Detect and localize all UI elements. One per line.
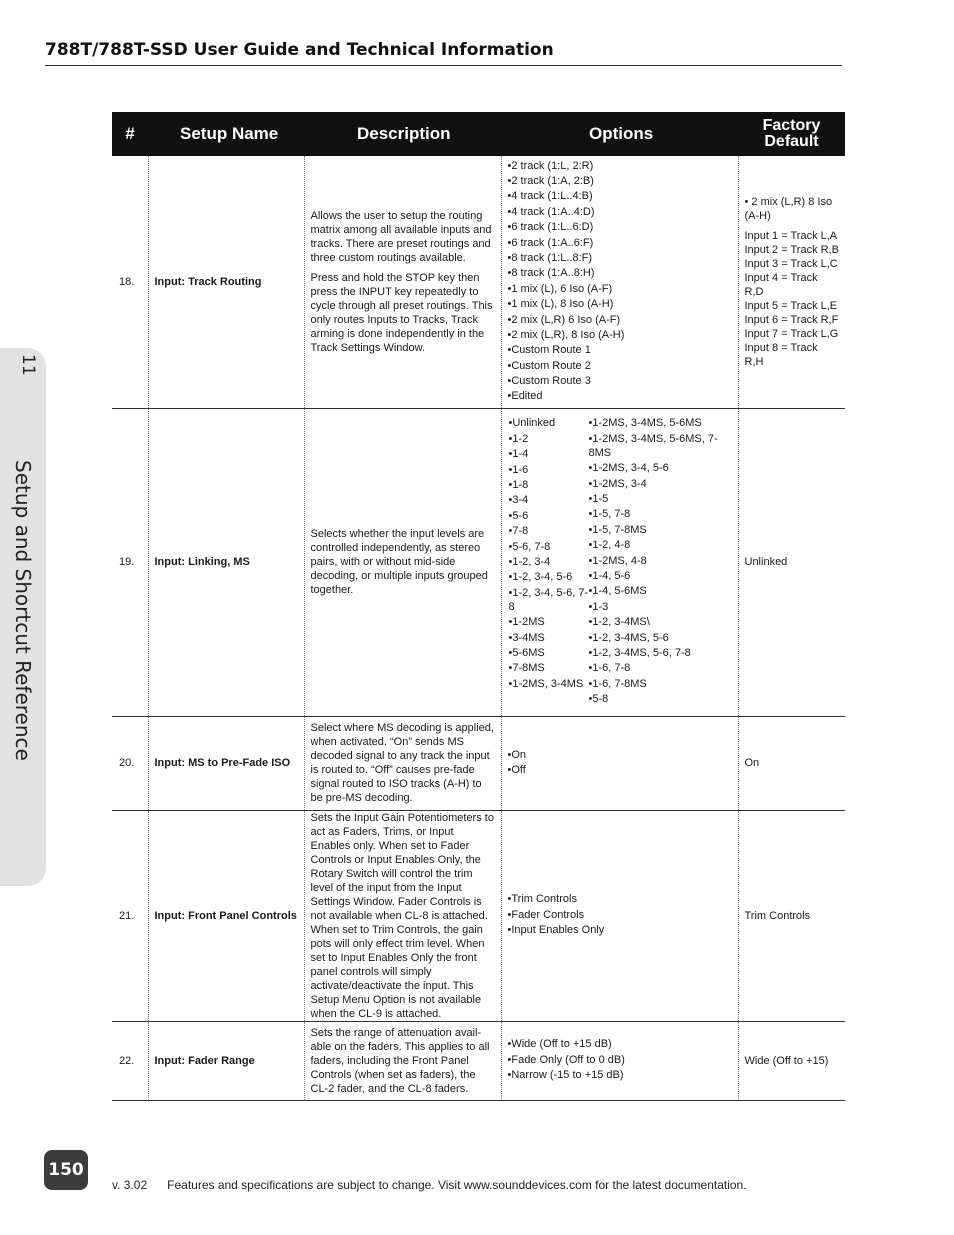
option-item: •1-2, 3-4, 5-6, 7-8 <box>508 586 589 613</box>
footer-disclaimer: Features and specifications are subject to change. Visit www.sounddevices.com for the latest documentation. <box>167 1178 747 1192</box>
table-row <box>112 156 845 408</box>
setup-name: Input: Front Panel Controls <box>148 810 304 1021</box>
option-item: •4 track (1:A..4:D) <box>507 205 595 218</box>
option-item: •1-2MS, 4-8 <box>588 554 647 567</box>
default-list-item: Input 4 = Track R,D <box>744 271 818 298</box>
title-divider <box>45 65 842 66</box>
description-para: Allows the user to setup the routing matrix among all available inputs and tracks. There are preset routings and three custom routings available. <box>310 209 492 264</box>
table-row <box>112 810 845 1021</box>
option-item: •Unlinked <box>508 417 556 430</box>
options-cell <box>501 408 738 716</box>
option-item: •5-6 <box>508 509 529 522</box>
default-list-item: Input 5 = Track L,E <box>744 299 838 312</box>
option-item: •1-2MS, 3-4MS, 5-6MS, 7-8MS <box>588 432 718 459</box>
setup-name: Input: Track Routing <box>148 156 304 408</box>
option-item: •1-4 <box>508 448 529 461</box>
option-item: •1-2MS, 3-4 <box>588 477 647 490</box>
options-column-2 <box>589 416 732 707</box>
chapter-label: Setup and Shortcut Reference <box>11 460 35 761</box>
description-cell: Selects whether the input levels are controlled independently, as stereo pairs, with or without mid-side decoding, or multiple inputs grouped together. <box>304 408 501 716</box>
option-item: •Wide (Off to +15 dB) <box>507 1038 612 1051</box>
col-header-factory-default <box>738 112 845 156</box>
default-list-item: Input 3 = Track L,C <box>744 257 838 270</box>
chapter-number: 11 <box>18 354 38 376</box>
option-item: •1 mix (L), 8 Iso (A-H) <box>507 298 614 311</box>
setup-name: Input: Linking, MS <box>148 408 304 716</box>
option-item: •1-2, 3-4 <box>508 556 551 568</box>
options-cell <box>501 810 738 1021</box>
setup-name: Input: MS to Pre-Fade ISO <box>148 716 304 810</box>
option-item: •Fader Controls <box>507 908 585 921</box>
description-cell: Sets the range of attenuation avail-able on the faders. This applies to all faders, including the Front Panel Controls (when set as faders), the CL-2 fader, and the CL-8 faders. <box>304 1021 501 1100</box>
description-cell <box>304 156 501 408</box>
row-number: 21. <box>112 810 148 1021</box>
option-item: •8 track (1:A..8:H) <box>507 267 595 280</box>
option-item: •1-4, 5-6 <box>588 570 631 582</box>
option-item: •Trim Controls <box>507 893 577 906</box>
col-header-setup-name: Setup Name <box>148 112 304 156</box>
option-item: •1 mix (L), 6 Iso (A-F) <box>507 282 613 295</box>
options-cell <box>501 156 738 408</box>
option-item: •1-5, 7-8MS <box>588 523 647 536</box>
option-item: •2 track (1:A, 2:B) <box>507 175 594 188</box>
option-item: •1-6 <box>508 463 529 476</box>
option-item: •Edited <box>507 390 543 403</box>
option-item: •1-8 <box>508 479 529 492</box>
description-cell: Select where MS decoding is applied, when activated. “On” sends MS decoded signal to any track the input is routed to. “Off” causes pre-fade signal routed to ISO tracks (A-H) to be pre-MS decoding. <box>304 716 501 810</box>
option-item: •6 track (1:L..6:D) <box>507 221 594 234</box>
option-item: •2 mix (L,R) 6 Iso (A-F) <box>507 313 621 326</box>
option-item: •Input Enables Only <box>507 924 605 937</box>
option-item: •1-2, 3-4MS\ <box>588 616 650 629</box>
option-item: •1-2, 4-8 <box>588 539 631 552</box>
document-title: 788T/788T-SSD User Guide and Technical Information <box>45 40 554 60</box>
option-item: •1-2 <box>508 432 529 445</box>
col-header-options: Options <box>501 112 738 156</box>
option-item: •4 track (1:L..4:B) <box>507 190 593 203</box>
option-item: •1-2, 3-4, 5-6 <box>508 571 573 584</box>
option-item: •1-2, 3-4MS, 5-6, 7-8 <box>588 646 691 659</box>
option-item: •2 mix (L,R), 8 Iso (A-H) <box>507 328 625 341</box>
description-cell: Sets the Input Gain Potentiometers to act as Faders, Trims, or Input Enables only. When set to Fader Controls or Input Enables Only, the Rotary Switch will control the trim level of the input from the Input Settings Window. Fader Controls is not available when CL-8 is attached. When set to Trim Controls, the gain pots will only effect trim level. When set to Input Enables Only the front panel controls will simply activate/deactivate the input. This Setup Menu Option is not available when the CL-9 is attached. <box>304 810 501 1021</box>
option-item: •1-3 <box>588 600 609 613</box>
option-item: •3-4MS <box>508 631 545 644</box>
option-item: •On <box>507 748 527 761</box>
row-number: 19. <box>112 408 148 716</box>
default-list-item: Input 1 = Track L,A <box>744 229 838 242</box>
default-list-item: Input 6 = Track R,F <box>744 313 839 326</box>
default-list-item: Input 2 = Track R,B <box>744 243 839 256</box>
option-item: •7-8MS <box>508 662 545 675</box>
option-item: •Fade Only (Off to 0 dB) <box>507 1053 625 1066</box>
options-cell <box>501 1021 738 1100</box>
table-row <box>112 408 845 716</box>
option-item: •1-2MS, 3-4, 5-6 <box>588 462 669 475</box>
option-item: •Custom Route 3 <box>507 375 591 388</box>
option-item: •1-5, 7-8 <box>588 508 631 521</box>
option-item: •Custom Route 2 <box>507 359 591 372</box>
setup-name: Input: Fader Range <box>148 1021 304 1100</box>
option-item: •1-2MS, 3-4MS <box>508 677 584 690</box>
option-item: •3-4 <box>508 494 529 507</box>
option-item: •Custom Route 1 <box>507 344 591 357</box>
default-list-item: Input 8 = Track R,H <box>744 341 818 368</box>
default-cell <box>738 156 845 408</box>
table-header-row <box>112 112 845 156</box>
default-cell: Trim Controls <box>738 810 845 1021</box>
option-item: •1-6, 7-8 <box>588 662 631 675</box>
option-item: •5-8 <box>588 693 609 706</box>
option-item: •7-8 <box>508 525 529 538</box>
option-item: •Narrow (-15 to +15 dB) <box>507 1069 624 1082</box>
description-para: Press and hold the STOP key then press the INPUT key repeatedly to cycle through all preset routings. This only routes Inputs to Tracks, Track arming is done independently in the Track Settings Window. <box>310 271 493 354</box>
default-label: Default <box>764 133 819 150</box>
table-row <box>112 1021 845 1100</box>
option-item: •8 track (1:L..8:F) <box>507 251 593 264</box>
option-item: •1-6, 7-8MS <box>588 677 647 690</box>
footer-note <box>112 1178 747 1192</box>
options-cell <box>501 716 738 810</box>
option-item: •2 track (1:L, 2:R) <box>507 159 594 172</box>
table-row <box>112 716 845 810</box>
row-number: 22. <box>112 1021 148 1100</box>
col-header-description: Description <box>304 112 501 156</box>
options-column-1 <box>502 416 589 707</box>
factory-label: Factory <box>762 117 821 134</box>
option-item: •1-2MS <box>508 616 545 629</box>
option-item: •Off <box>507 764 526 776</box>
default-value: • 2 mix (L,R) 8 Iso (A-H) <box>744 195 833 222</box>
option-item: •1-4, 5-6MS <box>588 585 647 598</box>
version-label: v. 3.02 <box>112 1178 148 1192</box>
page-number: 150 <box>44 1150 88 1190</box>
option-item: •1-5 <box>588 493 609 506</box>
option-item: •1-2MS, 3-4MS, 5-6MS <box>588 417 702 430</box>
chapter-side-tab <box>0 348 46 886</box>
col-header-number: # <box>112 112 148 156</box>
row-number: 18. <box>112 156 148 408</box>
option-item: •5-6, 7-8 <box>508 540 551 553</box>
row-number: 20. <box>112 716 148 810</box>
setup-table <box>112 112 845 1101</box>
option-item: •6 track (1:A..6:F) <box>507 236 594 249</box>
default-cell: Unlinked <box>738 408 845 716</box>
option-item: •5-6MS <box>508 646 545 659</box>
default-list-item: Input 7 = Track L,G <box>744 327 839 340</box>
option-item: •1-2, 3-4MS, 5-6 <box>588 631 669 644</box>
default-cell: On <box>738 716 845 810</box>
default-cell: Wide (Off to +15) <box>738 1021 845 1100</box>
